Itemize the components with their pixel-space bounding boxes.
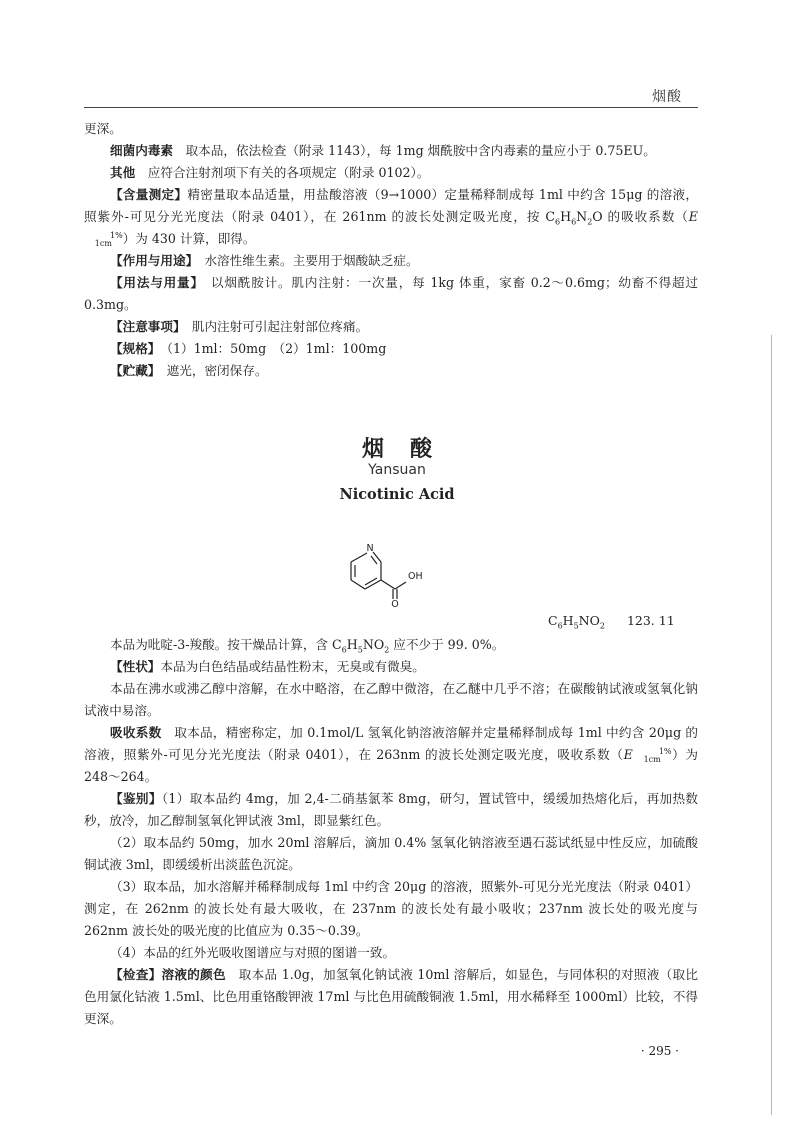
identification-paragraph-1 — [84, 788, 698, 832]
absorption-text: 取本品，精密称定，加 0.1mol/L 氢氧化钠溶液溶解并定量稀释制成每 1ml 中约含 20μg 的溶液，照紫外-可见分光光度法（附录 0401），在 263nm 的波长处测定吸光度，吸收系数（ — [84, 725, 699, 762]
identification-label: 【鉴别】 — [110, 791, 162, 806]
formula-c-sub: 6 — [557, 621, 563, 631]
assay-formula-n-sub: 2 — [587, 217, 593, 227]
formula-c: C — [548, 613, 558, 628]
caution-text: 肌内注射可引起注射部位疼痛。 — [191, 319, 369, 334]
formula-h-sub: 5 — [573, 621, 579, 631]
assay-text: 精密量取本品适量，用盐酸溶液（9→1000）定量稀释制成每 1ml 中约含 15μg 的溶液，照紫外-可见分光光度法（附录 0401），在 261nm 的波长处测定吸光度，按 C — [84, 187, 698, 224]
continued-text: 更深。 — [84, 121, 122, 136]
page-number: · 295 · — [640, 1044, 679, 1058]
endotoxin-text: 取本品，依法检查（附录 1143），每 1mg 烟酰胺中含内毒素的量应小于 0.75EU。 — [185, 143, 656, 158]
other-paragraph — [84, 162, 698, 184]
absorption-e-bottom: 1cm — [643, 755, 661, 764]
caution-label: 【注意事项】 — [110, 319, 180, 334]
usage-label: 【用法与用量】 — [110, 275, 198, 290]
storage-text: 遮光，密闭保存。 — [166, 363, 268, 378]
storage-label: 【贮藏】 — [110, 363, 155, 378]
endotoxin-paragraph — [84, 140, 698, 162]
absorption-text-end: ）为 248～264。 — [84, 747, 699, 784]
check-sub-label: 溶液的颜色 — [161, 967, 226, 982]
endotoxin-label: 细菌内毒素 — [110, 143, 173, 158]
check-label: 【检查】 — [110, 967, 162, 982]
assay-paragraph: 【含量测定】精密量取本品适量，用盐酸溶液（9→1000）定量稀释制成每 1ml 中约含 15μg 的溶液，照紫外-可见分光光度法（附录 0401），在 261nm 的波长处测定吸光度，按 $C_6H_6N_2O$ 的吸收系数（E1% 1cm ）为 430 计算，即得。 — [84, 187, 698, 248]
intro-formula-o-sub: 2 — [384, 645, 390, 655]
other-text: 应符合注射剂项下有关的各项规定（附录 0102）。 — [147, 165, 430, 180]
formula-o-sub: 2 — [599, 621, 605, 631]
monograph-body — [84, 634, 698, 1030]
properties-text: 本品为白色结晶或结晶性粉末，无臭或有微臭。 — [160, 659, 425, 674]
assay-text-end: ）为 430 计算，即得。 — [122, 231, 256, 246]
action-paragraph — [84, 250, 698, 272]
identification-paragraph-3: （3）取本品，加水溶解并稀释制成每 1ml 中约含 20μg 的溶液，照紫外-可见分光光度法（附录 0401）测定，在 262nm 的波长处有最大吸收，在 237nm 的波长处有最小吸收；237nm 波长处的吸光度与 262nm 波长处的吸光度的比值应为 0.35～0.39。 — [84, 879, 698, 938]
identification-1-text: （1）取本品约 4mg，加 2,4-二硝基氯苯 8mg，研匀，置试管中，缓缓加热熔化后，再加热数秒，放冷，加乙醇制氢氧化钾试液 3ml，即显紫红色。 — [84, 791, 698, 828]
monograph-title-english: Nicotinic Acid — [339, 486, 455, 503]
solubility-paragraph: 本品在沸水或沸乙醇中溶解，在水中略溶，在乙醇中微溶，在乙醚中几乎不溶；在碳酸钠试液或氢氧化钠试液中易溶。 — [84, 681, 698, 718]
absorption-e-coefficient — [633, 748, 672, 764]
header-rule — [84, 107, 698, 108]
structure-n-label: N — [366, 543, 374, 554]
structure-o-label: O — [391, 599, 399, 608]
action-label: 【作用与用途】 — [110, 253, 192, 268]
identification-paragraph-4: （4）本品的红外光吸收图谱应与对照的图谱一致。 — [110, 945, 396, 960]
intro-formula-h: H — [346, 637, 358, 652]
spec-label: 【规格】 — [110, 341, 155, 356]
usage-paragraph — [84, 272, 698, 316]
assay-formula-tail: O 的吸收系数（ — [592, 209, 689, 224]
monograph-title-pinyin: Yansuan — [368, 462, 426, 478]
assay-formula-h: H — [560, 209, 572, 224]
storage-paragraph — [84, 360, 698, 382]
assay-e-bottom: 1cm — [94, 239, 112, 248]
assay-e-top: 1% — [110, 231, 123, 240]
molecular-weight: 123. 11 — [626, 613, 675, 628]
caution-paragraph — [84, 316, 698, 338]
monograph-title-chinese: 烟酸 — [361, 436, 458, 462]
structure-oh-label: OH — [408, 571, 423, 582]
spec-paragraph — [84, 338, 698, 360]
nicotinic-acid-structure — [338, 532, 448, 608]
assay-formula-c-sub: 6 — [554, 217, 561, 227]
assay-formula-n: N — [576, 209, 588, 224]
absorption-paragraph: 吸收系数 取本品，精密称定，加 0.1mol/L 氢氧化钠溶液溶解并定量稀释制成每 1ml 中约含 20μg 的溶液，照紫外-可见分光光度法（附录 0401），在 263nm 的波长处测定吸光度，吸收系数（E 1% 1cm ）为 248～264。 — [84, 725, 699, 784]
absorption-label: 吸收系数 — [110, 725, 162, 740]
intro-text: 本品为吡啶-3-羧酸。按干燥品计算，含 C — [110, 637, 342, 652]
check-paragraph — [84, 964, 698, 1030]
usage-text: 以烟酰胺计。肌内注射：一次量，每 1kg 体重，家畜 0.2～0.6mg；幼畜不得超过 0.3mg。 — [84, 275, 699, 312]
running-header-title: 烟酸 — [652, 89, 682, 105]
molecular-formula — [548, 613, 675, 631]
other-label: 其他 — [110, 165, 136, 180]
intro-text-end: 应不少于 99. 0%。 — [389, 637, 505, 652]
check-text: 取本品 1.0g，加氢氧化钠试液 10ml 溶解后，如显色，与同体积的对照液（取比色用氯化钴液 1.5ml、比色用重铬酸钾液 17ml 与比色用硫酸铜液 1.5ml，用水稀释至 1000ml）比较，不得更深。 — [84, 967, 699, 1026]
intro-paragraph — [84, 634, 698, 656]
assay-e-coefficient — [84, 232, 123, 248]
intro-formula-h-sub: 5 — [357, 645, 363, 655]
properties-paragraph — [84, 656, 698, 678]
intro-formula-c-sub: 6 — [341, 645, 347, 655]
intro-formula-no: NO — [362, 637, 385, 652]
absorption-e-top: 1% — [658, 747, 672, 756]
spec-text: （1）1ml：50mg （2）1ml：100mg — [166, 341, 387, 356]
formula-h: H — [562, 613, 574, 628]
identification-paragraph-2: （2）取本品约 50mg，加水 20ml 溶解后，滴加 0.4% 氢氧化钠溶液至遇石蕊试纸显中性反应，加硫酸铜试液 3ml，即缓缓析出淡蓝色沉淀。 — [84, 835, 698, 872]
properties-label: 【性状】 — [110, 659, 161, 674]
previous-monograph — [84, 118, 698, 382]
formula-no: NO — [578, 613, 600, 628]
assay-label: 【含量测定】 — [110, 187, 188, 202]
assay-formula-h-sub: 6 — [571, 217, 577, 227]
action-text: 水溶性维生素。主要用于烟酸缺乏症。 — [204, 253, 419, 268]
